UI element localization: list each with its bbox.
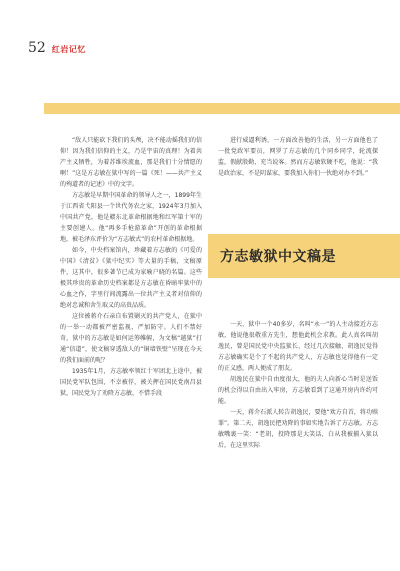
- article-heading-banner: [208, 234, 400, 278]
- paragraph: 1935年1月，方志敏率领红十军团北上途中，被国民党军队包围，不幸被俘，被关押在国民党南昌县狱，国民党为了劝降方志敏，不惜手段: [60, 368, 202, 397]
- journal-name: 红岩记忆: [51, 45, 86, 54]
- paragraph: 如今，中央档案馆内，珍藏着方志敏的《可爱的中国》《清贫》《狱中纪实》等大量的手稿，文稿原件，这其中，很多著节已成为家喻户晓的名篇。这些极其珍贵的革命历史档案都是方志敏在昏暗牢狱中的心血之作，字里行间流露出一位共产主义者对信仰的绝对忠诚和舍生取义的高贵品质。: [60, 247, 202, 309]
- paragraph: 方志敏是早期中国革命的领导人之一，1899年生于江西省弋阳县一个世代务农之家，1924年3月加入中国共产党。他是赣东北革命根据地和红军第十军的主要创建人。他“再多手枪游革命”开创的革命根据地，被毛泽东评价为“方志敏式”的农村革命根据地。: [60, 192, 202, 243]
- paragraph: 一天，蒋介石派人转告胡逸民，要他“欢方自首，将功赎罪”。第二天，胡逸民把劝降的事如实地告诉了方志敏。方志敏嘴裹一笑：“老胡，投降那是大笑话，白从我被捕入狱以后，在这里实际: [218, 409, 378, 449]
- article-heading: 方志敏狱中文稿是: [220, 249, 336, 265]
- paragraph: 一天，狱中一个40多岁，名叫“永一”的人主动接近方志敏，他说他很敬重方先生，想他此机会求教。此人真名叫胡逸民，曾是国民党中央监狱长，经过几次接触，胡逸民觉得方志敏确实是个了不起的共产党人，方志敏也觉得他有一定的正义感，两人便成了朋友。: [218, 321, 378, 372]
- paragraph: “敌人只能砍下我们的头颅，决不能动摇我们的信仰！因为我们信仰的主义，乃是宇宙的真理！为着共产主义牺牲，为着苏维埃流血，那是我们十分情愿的啊！”这是方志敏在狱中写的一篇《死！——共产主义的殉道者的记述》中的文字。: [60, 137, 202, 188]
- page-header: [28, 40, 86, 56]
- right-column-lower: [218, 319, 378, 451]
- left-column: [60, 135, 202, 399]
- page-number: 52: [28, 40, 46, 56]
- decorative-rule: [44, 103, 400, 114]
- paragraph: 胡逸民在狱中自由度很大，他的夫人向新心当时是送饭的机会得以自由出入牢房，方志敏看到了这通开房内许约可能。: [218, 376, 378, 405]
- right-column: [218, 135, 378, 451]
- paragraph: 进行威逼利诱，一方面改善他的生活，另一方面他也了一批党政军要员，网罗了方志敏的几个同乡同学，轮流探监，假献殷勤，充当说客。然而方志敏软硬不吃，他说：“我是政治家，不是阴谋家，要我加入你们一伙绝对办不到。”: [218, 137, 378, 177]
- paragraph: 这位被蒋介石亲自布置剿灭的共产党人，在狱中的一举一动都被严密监视，严加防守。人们不禁好奇，狱中的方志敏是如何运筹帷幄，为文稿“越狱”打通“信道”，使文稿穿透敌人的“铜墙铁壁”呈现在今天的我们面前的呢？: [60, 313, 202, 364]
